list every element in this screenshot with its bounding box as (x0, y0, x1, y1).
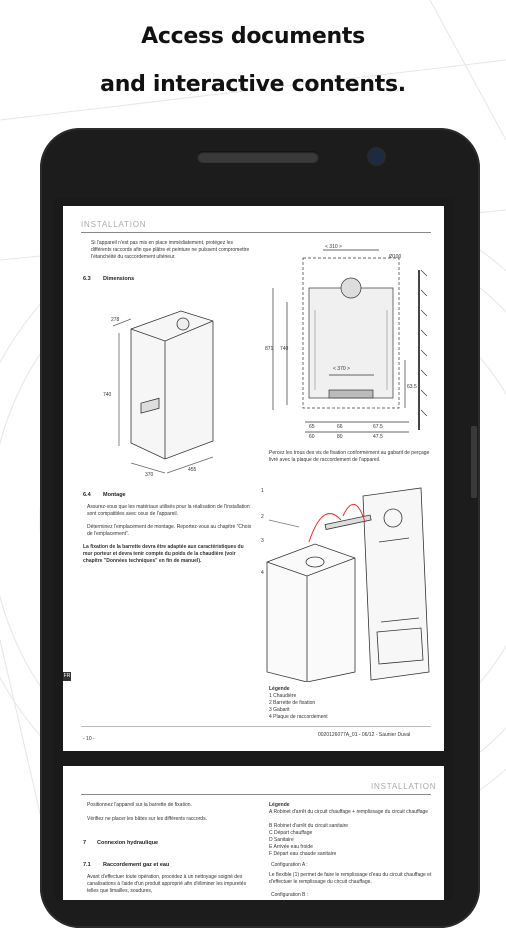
phone-screen[interactable] (55, 198, 453, 900)
boiler-dimensions-figure (93, 291, 233, 476)
legend-item: 1 Chaudière (269, 693, 297, 699)
headline-line-1: Access documents (141, 24, 365, 49)
legend-title: Légende (269, 802, 290, 808)
page-header: INSTALLATION (81, 220, 147, 229)
dim-body-height: 740 (280, 346, 289, 352)
page2-line-3: Avant d'effectuer toute opération, procédez à un nettoyage soigné des canalisations à l'aide d'un produit approprié afin d'éliminer les impuretés telles que limailles, soudures, (87, 874, 247, 894)
dim-bottom-2: 66 (337, 424, 343, 430)
elevation-drawing (259, 240, 439, 440)
section-number: 7.1 (83, 862, 91, 868)
svg-text:370: 370 (145, 472, 154, 476)
mounting-paragraph: La fixation de la barrette devra être adaptée aux caractéristiques du mur porteur et devra tenir compte du poids de la chaudière (voir chapitre "Données techniques" en fin de manuel). (83, 544, 244, 564)
mounting-bullet-2: Déterminez l'emplacement de montage. Reportez-vous au chapitre "Choix de l'emplacement". (87, 524, 252, 537)
headline-line-2: and interactive contents. (100, 72, 406, 97)
legend-item: 3 Gabarit (269, 707, 290, 713)
section-number: 7 (83, 840, 87, 846)
footer-rule (81, 726, 431, 727)
dim-bottom-6: 47.5 (373, 434, 383, 440)
mounting-bullet-1: Assurez-vous que les matériaux utilisés pour la réalisation de l'installation sont compatibles avec ceux de l'appareil. (87, 504, 250, 517)
section-title: Montage (103, 492, 126, 498)
dim-inner-width: < 370 > (333, 366, 350, 372)
dim-bottom-3: 67.5 (373, 424, 383, 430)
legend-item: E Arrivée eau froide (269, 844, 313, 850)
svg-text:455: 455 (188, 467, 197, 473)
document-page[interactable] (63, 206, 444, 751)
dim-flue-diameter: Ø100 (389, 254, 402, 260)
legend-title: Légende (269, 686, 290, 692)
legend-item: A Robinet d'arrêt du circuit chauffage + remplissage du circuit chauffage (269, 809, 429, 815)
legend-item: D Sanitaire (269, 837, 294, 843)
svg-text:3: 3 (261, 538, 264, 544)
page-number: - 10 - (83, 736, 95, 742)
dim-bottom-4: 60 (309, 434, 315, 440)
header-rule (81, 794, 431, 795)
mounting-figure (259, 482, 439, 682)
svg-text:4: 4 (261, 570, 264, 576)
config-b-label: Configuration B : (271, 892, 309, 898)
svg-text:1: 1 (261, 488, 264, 494)
legend-item: C Départ chauffage (269, 830, 313, 836)
section-title: Connexion hydraulique (97, 840, 159, 846)
phone-side-button (471, 426, 477, 498)
svg-text:278: 278 (111, 317, 120, 323)
footer-reference: 0020126077A_01 - 06/12 - Saunier Duval (318, 732, 411, 738)
dim-bottom-5: 80 (337, 434, 343, 440)
dim-top-width: < 310 > (325, 244, 342, 250)
dim-bottom-1: 65 (309, 424, 315, 430)
legend-item: F Départ eau chaude sanitaire (269, 851, 337, 857)
legend-item: B Robinet d'arrêt du circuit sanitaire (269, 823, 349, 829)
section-title: Raccordement gaz et eau (103, 862, 170, 868)
intro-text: Si l'appareil n'est pas mis en place immédiatement, protégez les différents raccords afin que plâtre et peinture ne puissent compromettre l'étanchéité du raccordement ultérieur. (91, 240, 250, 260)
config-a-label: Configuration A : (271, 862, 308, 868)
page2-line-1: Positionnez l'appareil sur la barrette de fixation. (87, 802, 192, 808)
dim-total-height: 871 (265, 346, 274, 352)
svg-text:2: 2 (261, 514, 264, 520)
legend-item: 2 Barrette de fixation (269, 700, 316, 706)
section-title: Dimensions (103, 276, 135, 282)
page-header: INSTALLATION (371, 782, 437, 791)
dim-right-offset: 63.5 (407, 384, 417, 390)
drilling-caption: Percez les trous des vis de fixation conformément au gabarit de perçage livré avec la plaque de raccordement de l'appareil. (269, 450, 430, 463)
svg-text:740: 740 (103, 392, 112, 398)
section-number: 6.3 (83, 276, 91, 282)
phone-speaker (197, 151, 319, 163)
section-number: 6.4 (83, 492, 91, 498)
language-tab: FR (63, 673, 71, 679)
config-a-text: Le flexible (1) permet de faire le remplissage d'eau du circuit chauffage et d'effectuer le remplissage du circuit chauffage. (269, 872, 432, 885)
phone-camera (369, 149, 384, 164)
document-page[interactable] (63, 766, 444, 900)
page2-line-2: Vérifiez ne placer les bâtes sur les différents raccords. (87, 816, 207, 822)
legend-item: 4 Plaque de raccordement (269, 714, 328, 720)
header-rule (81, 232, 431, 233)
